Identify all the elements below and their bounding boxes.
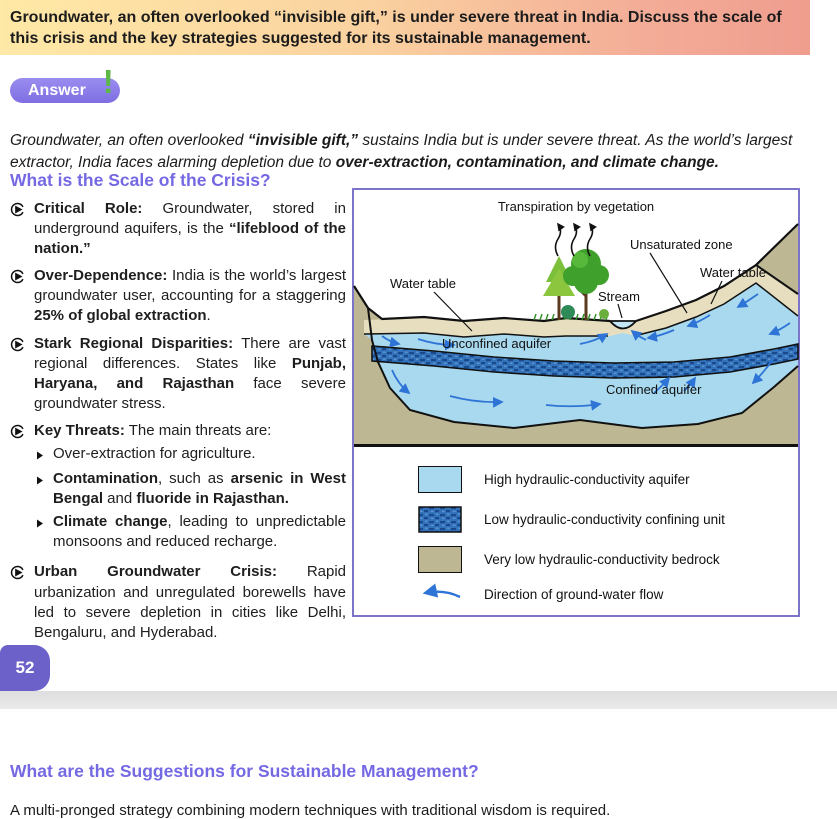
- transpiration-label: Transpiration by vegetation: [497, 199, 655, 214]
- sub-bullet-text: Contamination, such as arsenic in West Bengal and fluoride in Rajasthan.: [53, 470, 346, 508]
- triangle-bullet-icon: [36, 473, 44, 509]
- sub-bullet-text: Climate change, leading to unpredictable monsoons and reduced recharge.: [53, 513, 346, 551]
- aquifer-cross-section: [354, 190, 798, 447]
- legend-row: [354, 586, 798, 602]
- water-table-label-right: Water table: [700, 265, 766, 280]
- crisis-bullet: [10, 266, 346, 326]
- crisis-bullet: [10, 562, 346, 642]
- bullet-text: Urban Groundwater Crisis: Rapid urbanization and unregulated borewells have led to severe depletion in cities like Delhi, Bengaluru, and Hyderabad.: [34, 563, 347, 641]
- bedrock-swatch: [418, 546, 462, 573]
- crisis-sub-bullet-list: [36, 444, 346, 552]
- legend-row: [354, 466, 798, 493]
- legend-row: [354, 546, 798, 573]
- aquifer-diagram-figure: [352, 188, 800, 617]
- sub-bullet-text: Over-extraction for agriculture.: [53, 445, 256, 463]
- crisis-sub-bullet: [36, 469, 346, 509]
- flow-arrow-icon: [418, 586, 462, 602]
- bullet-text: Critical Role: Groundwater, stored in underground aquifers, is the “lifeblood of the nation.”: [34, 200, 346, 258]
- crisis-bullet: [10, 421, 346, 555]
- legend-label: High hydraulic-conductivity aquifer: [484, 472, 690, 487]
- section-divider: [0, 691, 837, 709]
- play-circle-icon: [10, 202, 25, 259]
- page-number-badge: 52: [0, 645, 50, 691]
- triangle-bullet-icon: [36, 516, 44, 552]
- bullet-text: Over-Dependence: India is the world’s largest groundwater user, accounting for a staggering 25% of global extraction.: [34, 267, 346, 325]
- confining-swatch: [418, 506, 462, 533]
- answer-badge: [10, 63, 120, 103]
- management-heading: What are the Suggestions for Sustainable Management?: [10, 761, 479, 781]
- play-circle-icon: [10, 424, 25, 555]
- management-paragraph: A multi-pronged strategy combining modern techniques with traditional wisdom is required.: [10, 802, 611, 819]
- confined-aquifer-label: Confined aquifer: [606, 382, 702, 397]
- play-circle-icon: [10, 269, 25, 326]
- exclamation-icon: !: [102, 63, 114, 100]
- triangle-bullet-icon: [36, 448, 44, 466]
- question-banner: Groundwater, an often overlooked “invisible gift,” is under severe threat in India. Discuss the scale of this crisis and the key strategies suggested for its sustainable management.: [0, 0, 810, 55]
- stream-label: Stream: [598, 289, 640, 304]
- drawing-base-line: [354, 444, 798, 447]
- crisis-sub-bullet: [36, 444, 346, 466]
- legend-label: Direction of ground-water flow: [484, 586, 664, 602]
- crisis-bullet: [10, 334, 346, 414]
- intro-paragraph: Groundwater, an often overlooked “invisible gift,” sustains India but is under severe threat. As the world’s largest extractor, India faces alarming depletion due to over-extraction, contamination, and climate change.: [10, 131, 793, 171]
- bullet-text: Key Threats: The main threats are:: [34, 421, 272, 439]
- legend-row: [354, 506, 798, 533]
- play-circle-icon: [10, 337, 25, 414]
- water-table-label-left: Water table: [390, 276, 456, 291]
- legend-label: Low hydraulic-conductivity confining unit: [484, 512, 725, 527]
- crisis-bullet: [10, 199, 346, 259]
- legend-label: Very low hydraulic-conductivity bedrock: [484, 552, 720, 567]
- crisis-sub-bullet: [36, 512, 346, 552]
- unsaturated-zone-label: Unsaturated zone: [630, 237, 733, 252]
- diagram-legend: [354, 447, 798, 602]
- crisis-heading: What is the Scale of the Crisis?: [10, 170, 271, 190]
- unconfined-aquifer-label: Unconfined aquifer: [442, 336, 552, 351]
- crisis-bullet-list: [10, 199, 346, 650]
- bullet-text: Stark Regional Disparities: There are vast regional differences. States like Punjab, Haryana, and Rajasthan face severe groundwater stress.: [34, 334, 346, 412]
- play-circle-icon: [10, 565, 25, 642]
- aquifer-swatch: [418, 466, 462, 493]
- answer-badge-label: Answer: [28, 82, 86, 99]
